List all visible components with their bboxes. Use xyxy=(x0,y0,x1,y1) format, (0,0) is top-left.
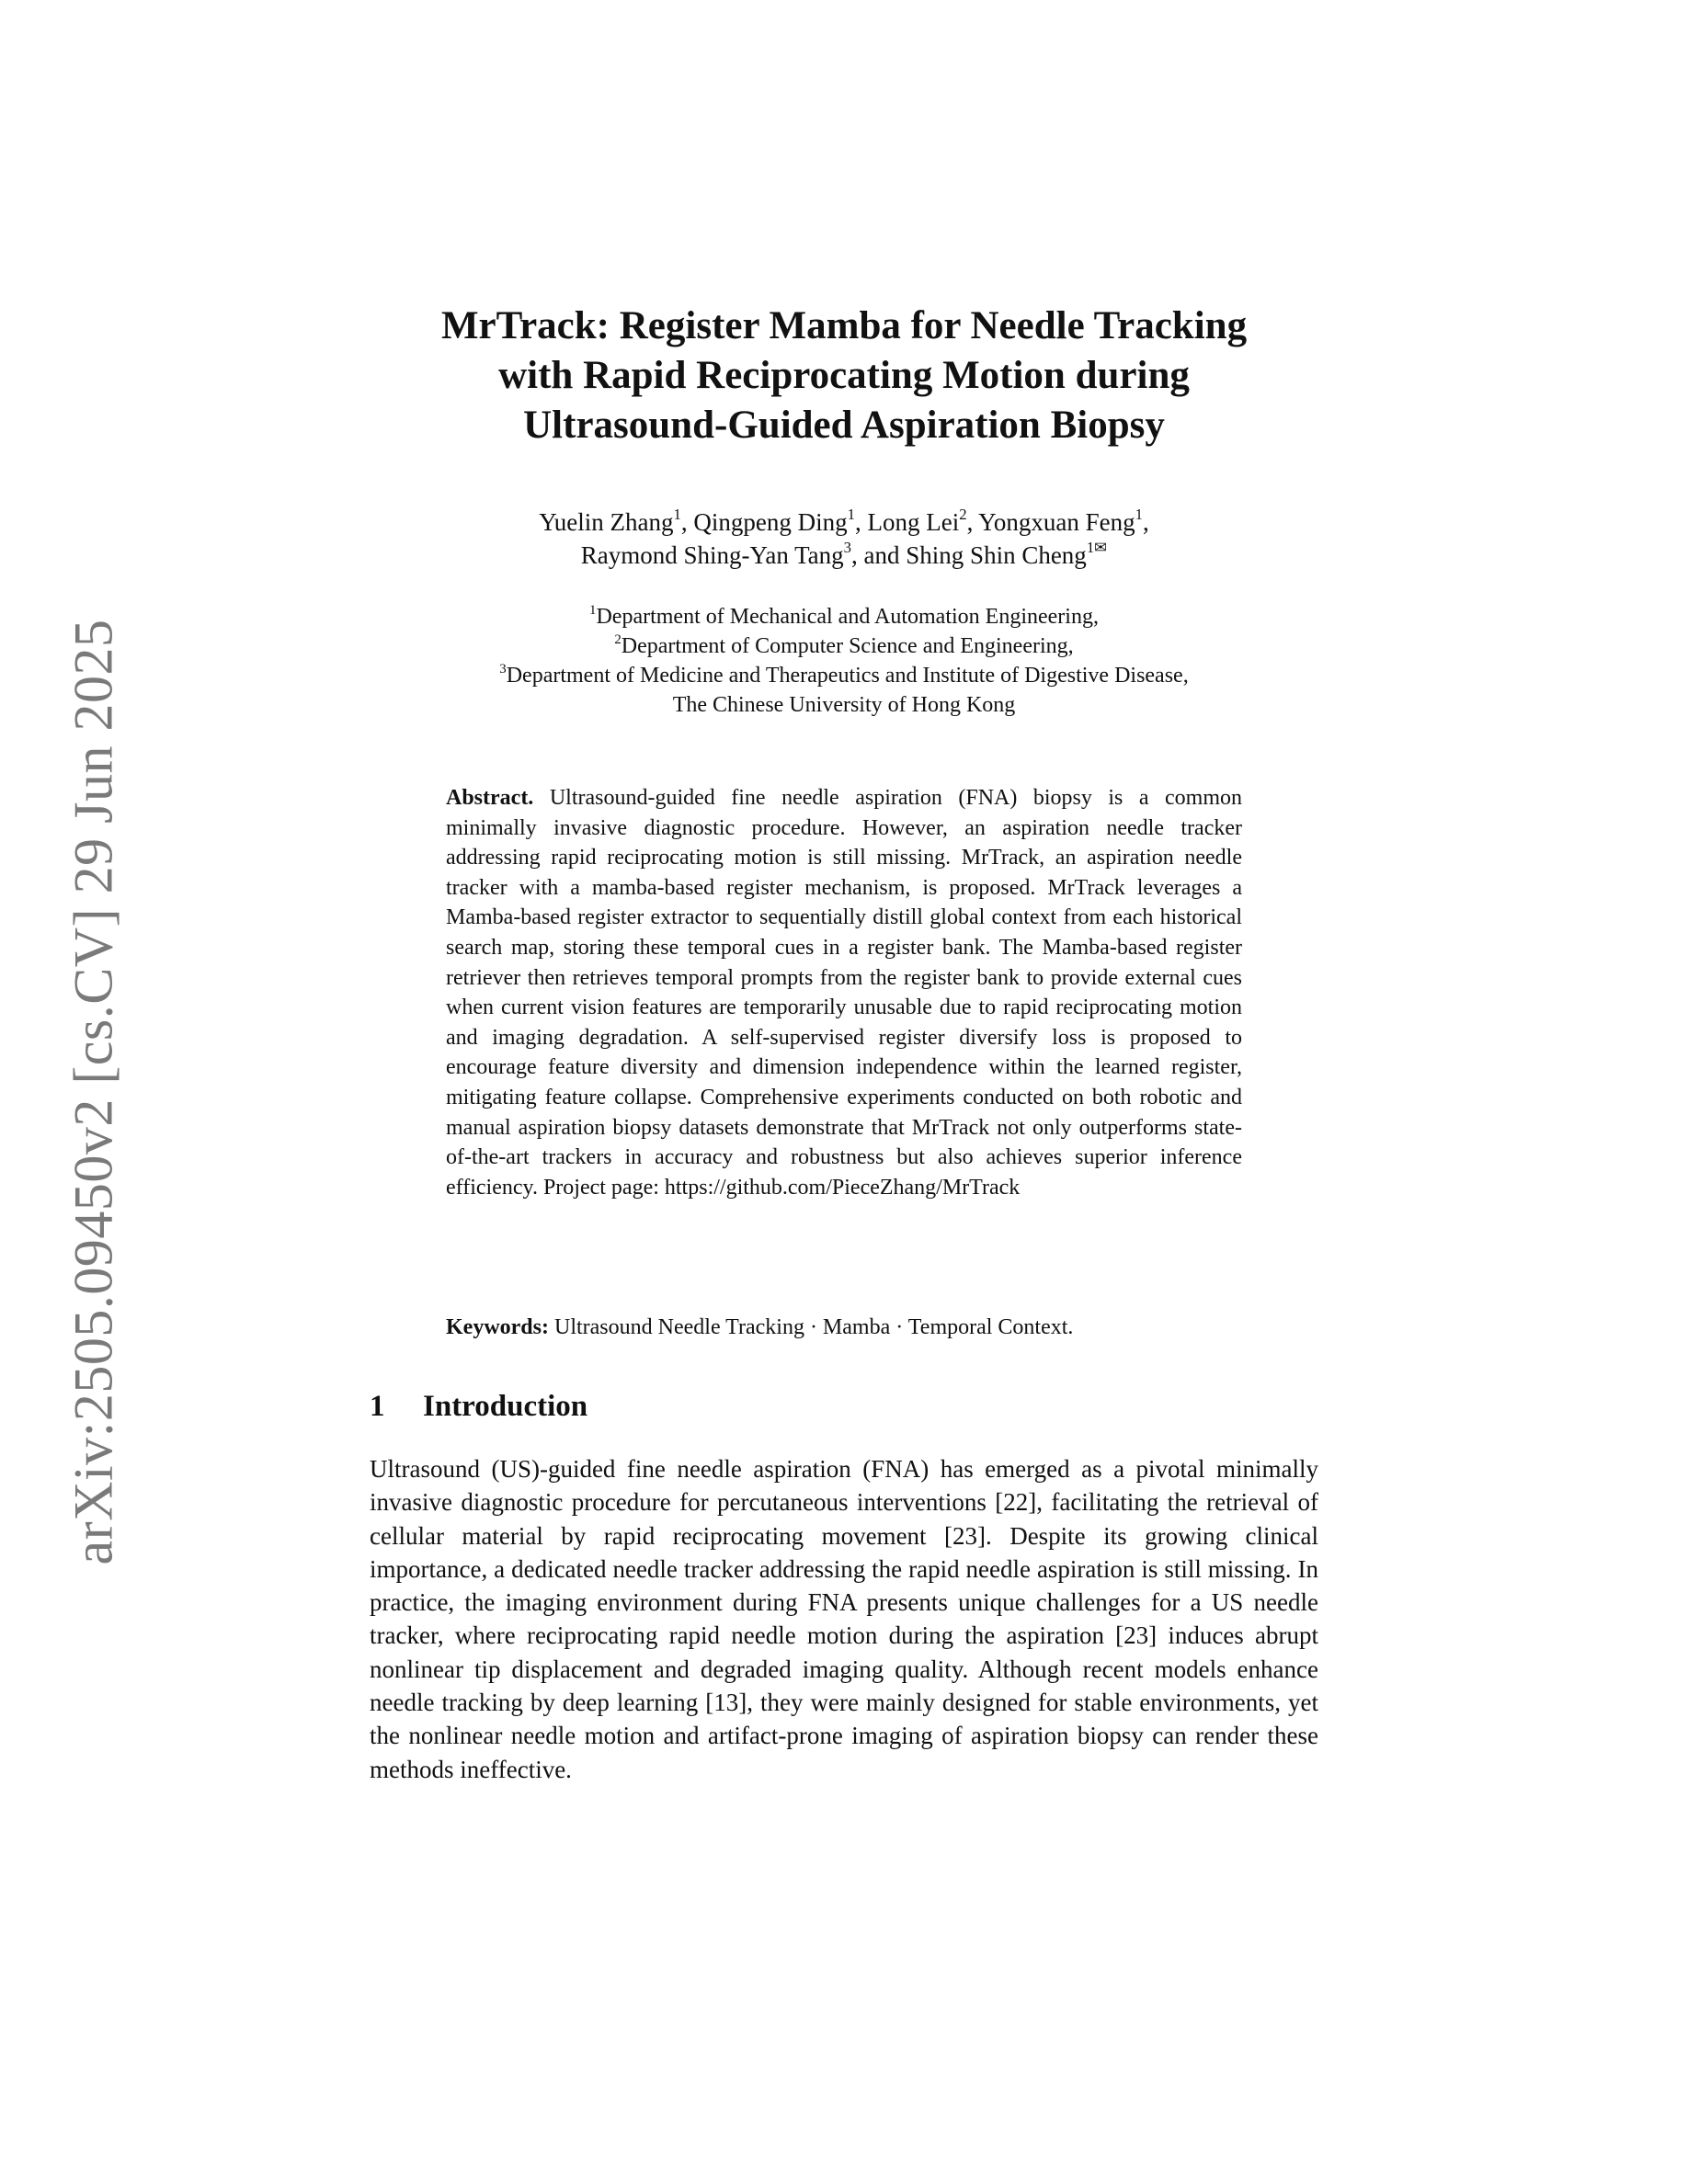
affiliation-mark: 1 xyxy=(589,602,597,618)
affiliation-text: Department of Mechanical and Automation Engineering, xyxy=(596,605,1099,629)
section-title: Introduction xyxy=(423,1390,588,1423)
author-name: Shing Shin Cheng xyxy=(906,541,1087,569)
author-list xyxy=(368,506,1320,572)
title-line-1: MrTrack: Register Mamba for Needle Tracking xyxy=(440,304,1248,347)
institution-name: The Chinese University of Hong Kong xyxy=(672,693,1016,717)
author-line-1: Yuelin Zhang$^1$, Qingpeng Ding$^1$, Long Lei$^2$, Yongxuan Feng$^1$, xyxy=(539,506,1149,536)
author-affiliation-mark: 1 xyxy=(673,506,681,524)
author-affiliation-mark: 3 xyxy=(843,539,852,557)
keywords xyxy=(446,1313,1242,1342)
section-number: 1 xyxy=(370,1390,385,1423)
affiliation-item xyxy=(368,602,1320,631)
author-name: Long Lei xyxy=(867,508,960,536)
affiliation-list xyxy=(368,602,1320,720)
title-line-3: Ultrasound-Guided Aspiration Biopsy xyxy=(523,404,1165,447)
keywords-label: Keywords: xyxy=(446,1315,549,1339)
abstract xyxy=(446,783,1242,1202)
author-name: Qingpeng Ding xyxy=(693,508,848,536)
paper-title xyxy=(368,301,1320,450)
affiliation-item xyxy=(368,631,1320,661)
author-name: Raymond Shing-Yan Tang xyxy=(580,541,844,569)
author-name: Yongxuan Feng xyxy=(978,508,1135,536)
keywords-text: Ultrasound Needle Tracking · Mamba · Temporal Context. xyxy=(553,1315,1074,1339)
author-affiliation-mark: 1 xyxy=(1135,506,1143,524)
author-connector: and xyxy=(863,541,900,569)
author-affiliation-mark: 2 xyxy=(959,506,967,524)
author-affiliation-mark: 1 xyxy=(847,506,855,524)
affiliation-text: Department of Medicine and Therapeutics and Institute of Digestive Disease, xyxy=(506,664,1189,688)
author-name: Yuelin Zhang xyxy=(539,508,674,536)
section-heading-introduction xyxy=(370,1387,587,1426)
abstract-label: Abstract. xyxy=(446,786,534,810)
corresponding-author-mark: 1✉ xyxy=(1086,539,1108,557)
author-line-2: Raymond Shing-Yan Tang$^3$, and Shing Shin Cheng$^{1✉}$ xyxy=(580,539,1108,569)
affiliation-mark: 3 xyxy=(499,661,507,677)
affiliation-item xyxy=(368,661,1320,690)
affiliation-mark: 2 xyxy=(614,631,622,647)
affiliation-text: Department of Computer Science and Engineering, xyxy=(621,634,1074,658)
abstract-text: Ultrasound-guided fine needle aspiration (FNA) biopsy is a common minimally invasive diagnostic procedure. However, an aspiration needle tracker addressing rapid reciprocating motion is still missing. MrTrack, an aspiration needle tracker with a mamba-based register mechanism, is proposed. MrTrack leverages a Mamba-based register extractor to sequentially distill global context from each historical search map, storing these temporal cues in a register bank. The Mamba-based register retriever then retrieves temporal prompts from the register bank to provide external cues when current vision features are temporarily unusable due to rapid reciprocating motion and imaging degradation. A self-supervised register diversify loss is proposed to encourage feature diversity and dimension independence within the learned register, mitigating feature collapse. Comprehensive experiments conducted on both robotic and manual aspiration biopsy datasets demonstrate that MrTrack not only outperforms state-of-the-art trackers in accuracy and robustness but also achieves superior inference efficiency. Project page: https://github.com/PieceZhang/MrTrack xyxy=(446,786,1242,1200)
introduction-paragraph: Ultrasound (US)-guided fine needle aspiration (FNA) has emerged as a pivotal minimally invasive diagnostic procedure for percutaneous interventions [22], facilitating the retrieval of cellular material by rapid reciprocating movement [23]. Despite its growing clinical importance, a dedicated needle tracker addressing the rapid needle aspiration is still missing. In practice, the imaging environment during FNA presents unique challenges for a US needle tracker, where reciprocating rapid needle motion during the aspiration [23] induces abrupt nonlinear tip displacement and degraded imaging quality. Although recent models enhance needle tracking by deep learning [13], they were mainly designed for stable environments, yet the nonlinear needle motion and artifact-prone imaging of aspiration biopsy can render these methods ineffective. xyxy=(370,1455,1318,1783)
title-line-2: with Rapid Reciprocating Motion during xyxy=(498,354,1190,397)
arxiv-identifier-stamp: arXiv:2505.09450v2 [cs.CV] 29 Jun 2025 xyxy=(63,619,124,1565)
